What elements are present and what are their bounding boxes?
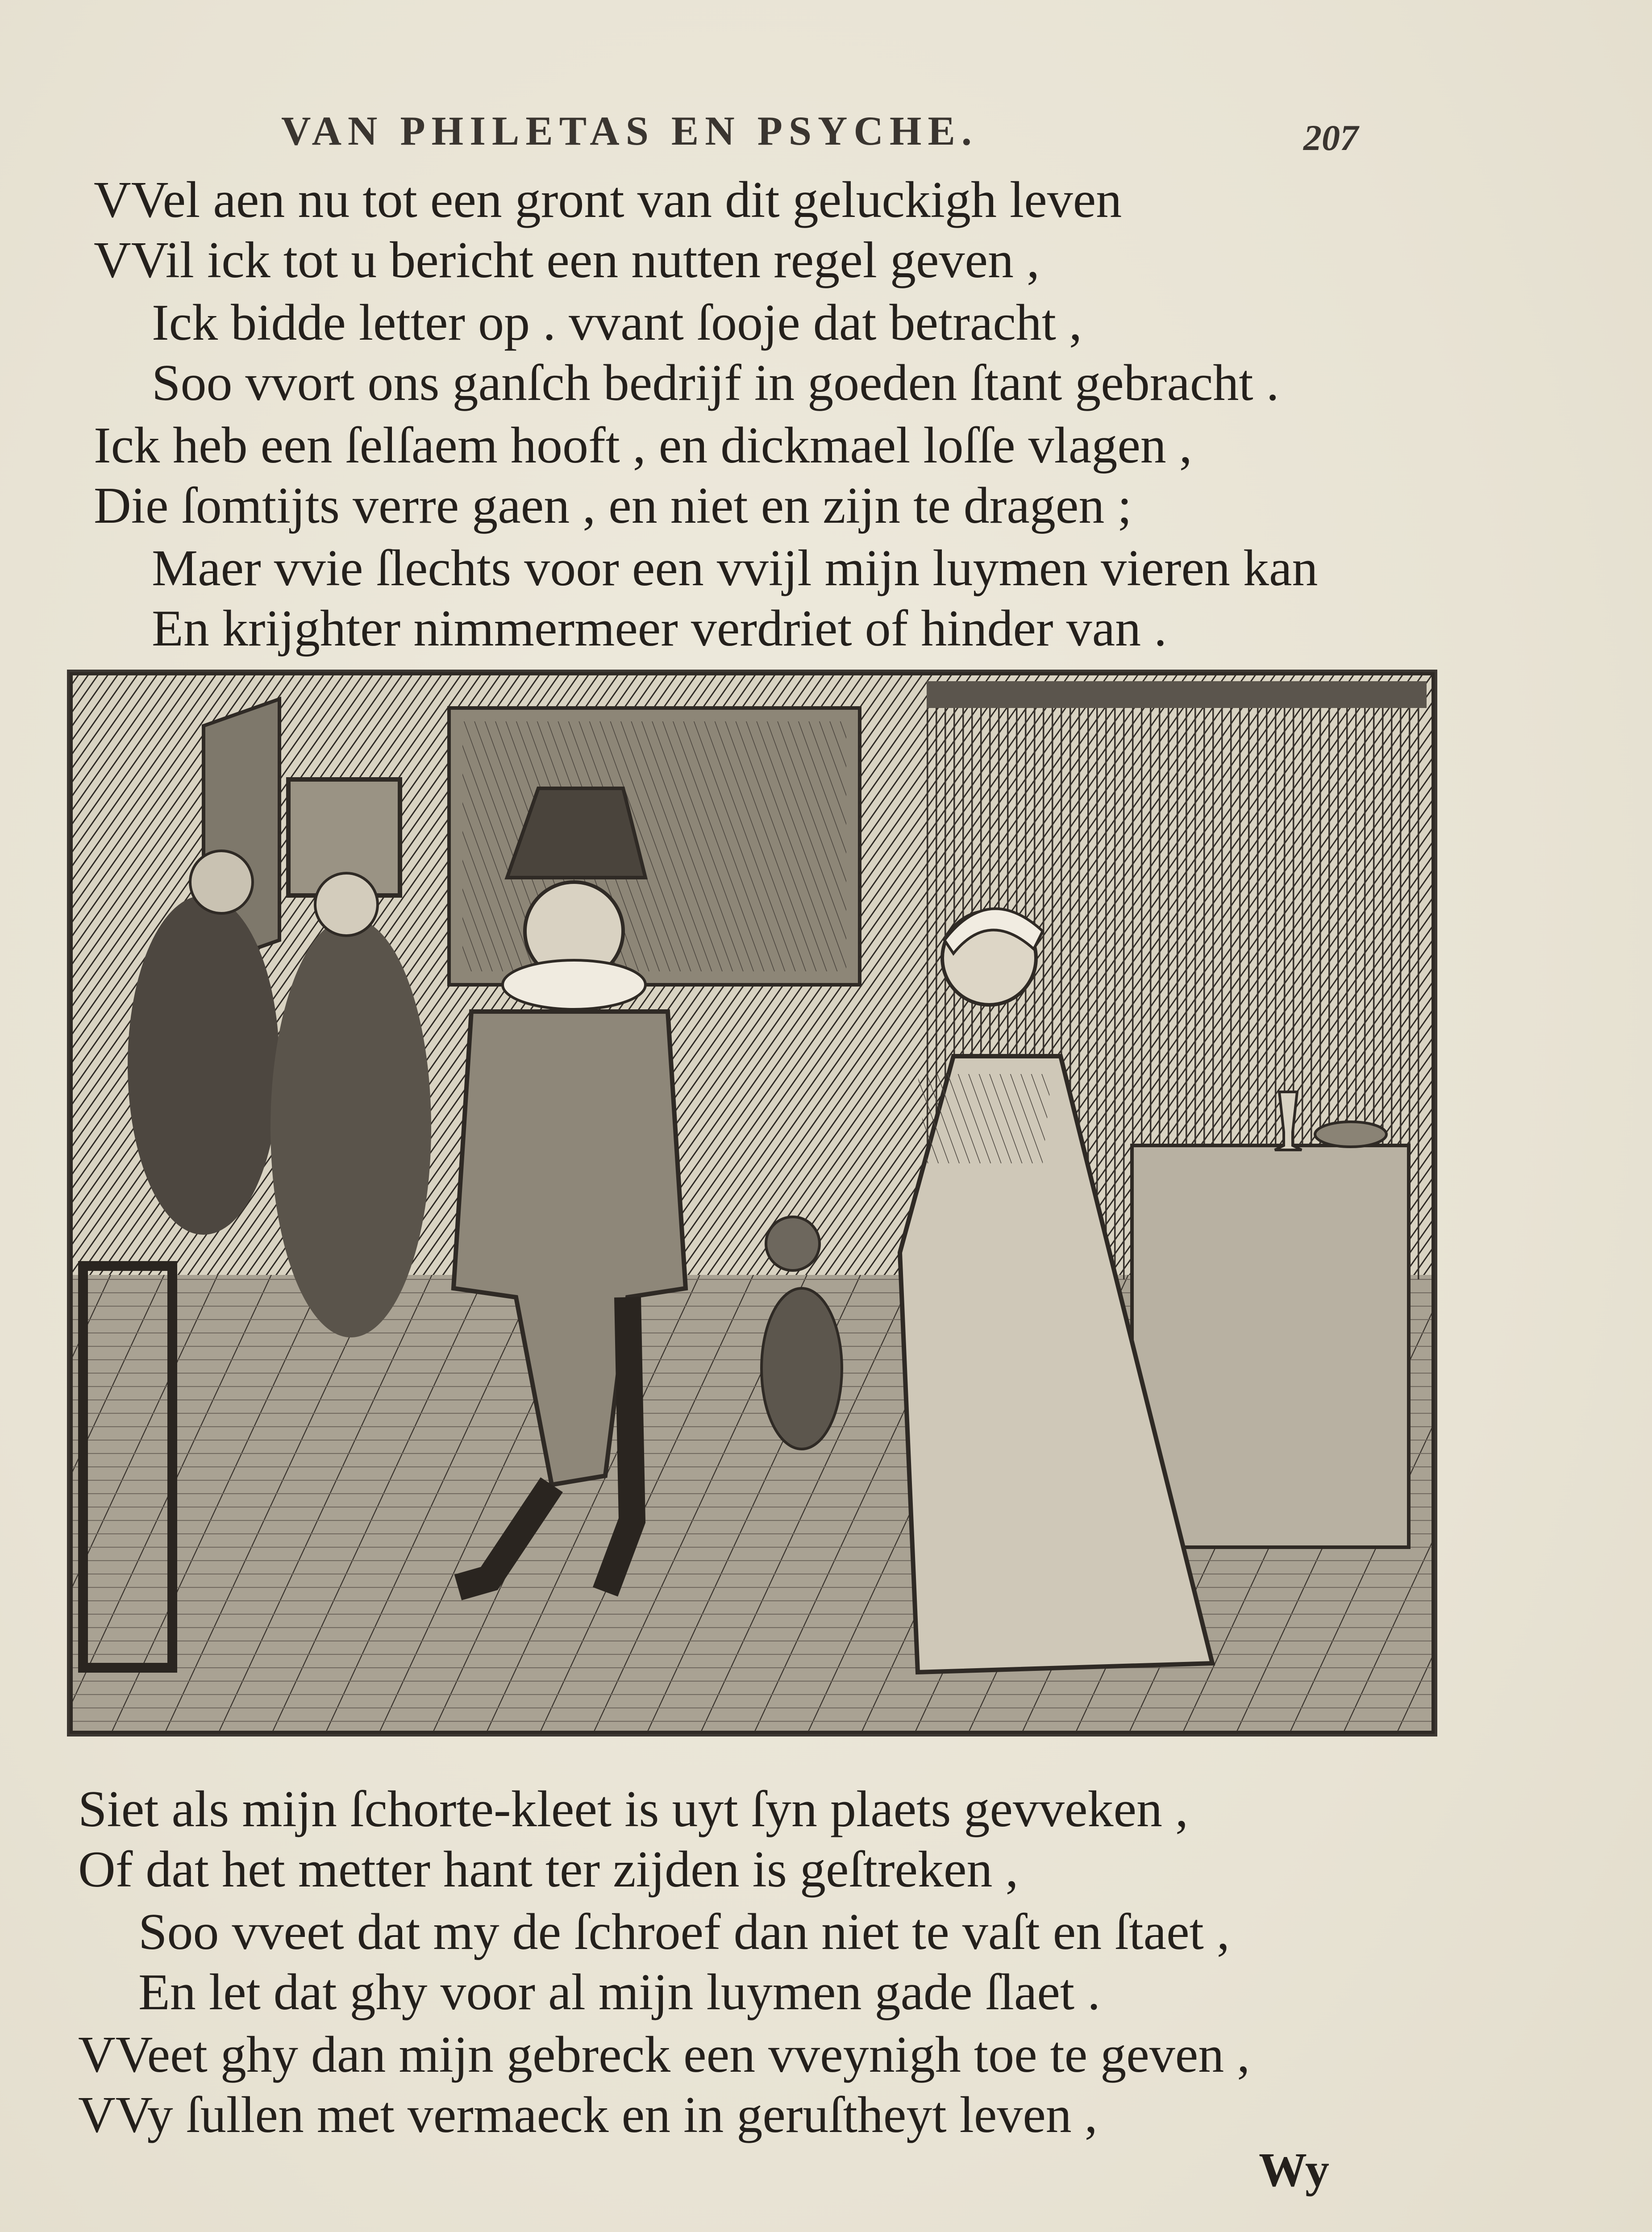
background-woman-head [315,873,378,936]
running-title: VAN PHILETAS EN PSYCHE. [281,108,978,154]
verse-line: En krijghter nimmermeer verdriet of hinder van . [152,600,1167,657]
background-woman [270,918,431,1337]
verse-line: Siet als mijn ſchorte-kleet is uyt ſyn plaets gevveken , [78,1781,1188,1838]
verse-line: VVel aen nu tot een gront van dit geluckigh leven [94,171,1122,229]
bowl-icon [1315,1122,1386,1147]
background-figure-head [190,851,253,913]
engraving-scene [70,672,1435,1734]
draped-table [1132,1145,1409,1547]
verse-line: Ick bidde letter op . vvant ſooje dat betracht , [152,294,1082,351]
woman-bodice [918,1074,1052,1163]
verse-line: VVil ick tot u bericht een nutten regel geven , [94,232,1040,289]
verse-line: Die ſomtijts verre gaen , en niet en zijn te dragen ; [94,477,1132,534]
dog-icon [762,1288,842,1449]
ruff-collar [503,960,645,1009]
verse-line: En let dat ghy voor al mijn luymen gade ſlaet . [138,1964,1101,2021]
verse-line: VVy ſullen met vermaeck en in geruſtheyt leven , [78,2086,1098,2144]
verse-line: Maer vvie ſlechts voor een vvijl mijn luymen vieren kan [152,540,1318,597]
page-number: 207 [1303,117,1358,158]
verse-line: Of dat het metter hant ter zijden is geſtreken , [78,1841,1019,1898]
engraving-illustration [67,670,1437,1736]
background-figure [128,895,279,1235]
verse-line: VVeet ghy dan mijn gebreck een vveynigh toe te geven , [78,2026,1250,2083]
verse-line: Soo vveet dat my de ſchroef dan niet te vaſt en ſtaet , [138,1903,1230,1961]
verse-line: Soo vvort ons ganſch bedrijf in goeden ſtant gebracht . [152,354,1279,412]
verse-line: Ick heb een ſelſaem hooft , en dickmael loſſe vlagen , [94,417,1192,474]
dog-head [766,1217,820,1270]
catchword: Wy [1259,2144,1329,2197]
bed-canopy [927,681,1427,708]
